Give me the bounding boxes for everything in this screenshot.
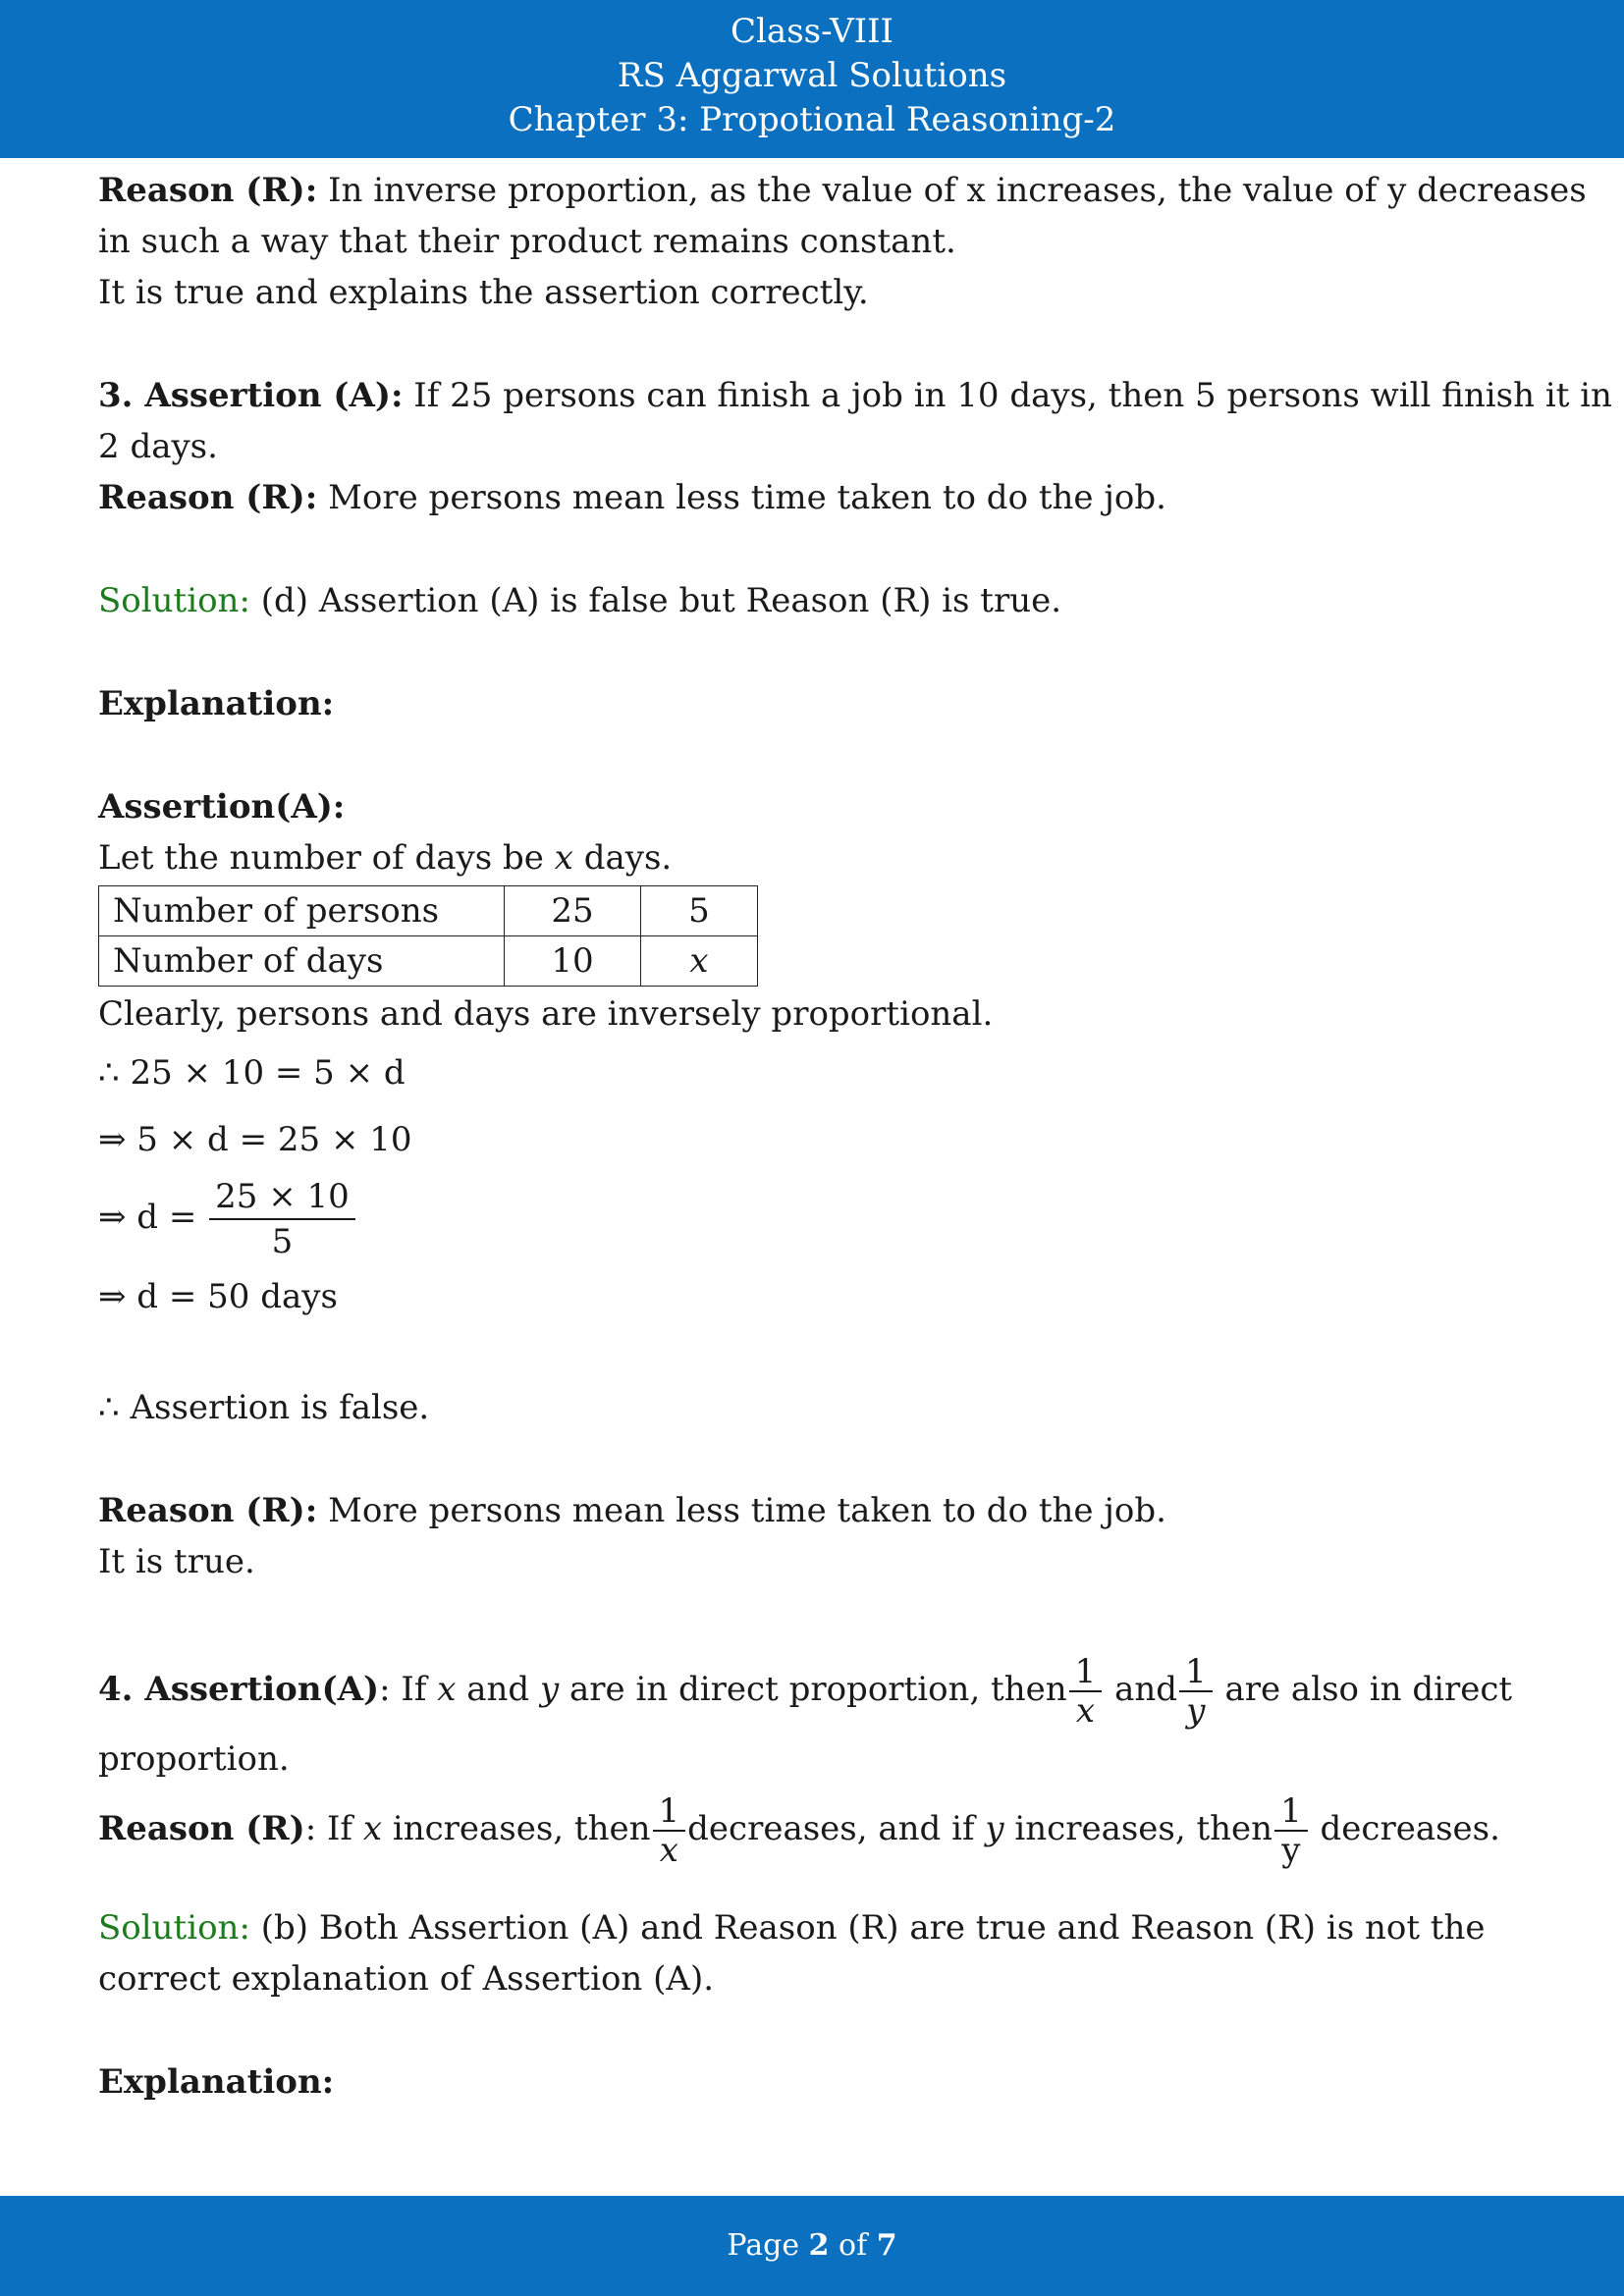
explanation-heading-2: Explanation: (98, 2062, 335, 2102)
fraction: $\frac{1}{x}$ (1069, 1653, 1103, 1730)
question-4-assertion: 4. Assertion(A): If x and y are in direct proportion, then $\frac{1}{x}$ and $\frac{1}{y}$ are also in direct (98, 1652, 1513, 1731)
total-pages: 7 (876, 2228, 897, 2263)
fraction: $\frac{1}{x}$ (653, 1792, 686, 1869)
table-row: Number of days 10 x (99, 936, 758, 987)
header-class: Class-VIII (731, 12, 893, 51)
question-4-reason: Reason (R): If x increases, then $\frac{1}{x}$ decreases, and if y increases, then $\frac{1}{y}$ decreases. (98, 1791, 1500, 1870)
page-content (98, 165, 1612, 2108)
assertion-false-line: ∴ Assertion is false. (98, 1388, 430, 1427)
page-footer: Page 2 of 7 (0, 2196, 1624, 2296)
current-page: 2 (808, 2228, 830, 2263)
equation-2: ⇒ 5 × d = 25 × 10 (98, 1120, 412, 1159)
reason-label: Reason (R): (98, 171, 318, 210)
assertion-heading: Assertion(A): (98, 787, 346, 827)
fraction: $\frac{25 \times 10}{5}$ (209, 1175, 355, 1263)
equation-1: ∴ 25 × 10 = 5 × d (98, 1053, 406, 1093)
fraction: $\frac{1}{y}$ (1274, 1792, 1308, 1869)
equation-4: ⇒ d = 50 days (98, 1277, 338, 1316)
question-3-assertion-line-2: 2 days. (98, 427, 218, 466)
proportion-table (98, 885, 758, 987)
question-4-assertion-line-2: proportion. (98, 1739, 290, 1779)
question-3-reason: Reason (R): More persons mean less time taken to do the job. (98, 478, 1166, 517)
equation-3: ⇒ d = $\frac{25 \times 10}{5}$ (98, 1173, 1532, 1263)
question-3-assertion: 3. Assertion (A): If 25 persons can finish a job in 10 days, then 5 persons will finish it in (98, 376, 1612, 415)
header-book: RS Aggarwal Solutions (617, 56, 1007, 95)
reason-r-line: Reason (R): More persons mean less time taken to do the job. (98, 1491, 1166, 1530)
question-4-solution: Solution: (b) Both Assertion (A) and Reason (R) are true and Reason (R) is not the (98, 1908, 1486, 1948)
reason-2-line-3: It is true and explains the assertion correctly. (98, 273, 869, 312)
page-header (0, 0, 1624, 158)
question-4-solution-line-2: correct explanation of Assertion (A). (98, 1959, 715, 1999)
fraction: $\frac{1}{y}$ (1179, 1653, 1213, 1730)
reason-2-line-2: in such a way that their product remains constant. (98, 222, 956, 261)
it-is-true-line: It is true. (98, 1542, 255, 1581)
header-chapter: Chapter 3: Propotional Reasoning-2 (508, 100, 1116, 139)
explanation-heading: Explanation: (98, 684, 335, 723)
clearly-line: Clearly, persons and days are inversely proportional. (98, 994, 994, 1034)
let-days-line: Let the number of days be x days. (98, 838, 673, 878)
table-row: Number of persons 25 5 (99, 886, 758, 936)
question-3-solution: Solution: (d) Assertion (A) is false but Reason (R) is true. (98, 581, 1062, 620)
reason-2-line: Reason (R): In inverse proportion, as the value of x increases, the value of y decreases (98, 171, 1587, 210)
